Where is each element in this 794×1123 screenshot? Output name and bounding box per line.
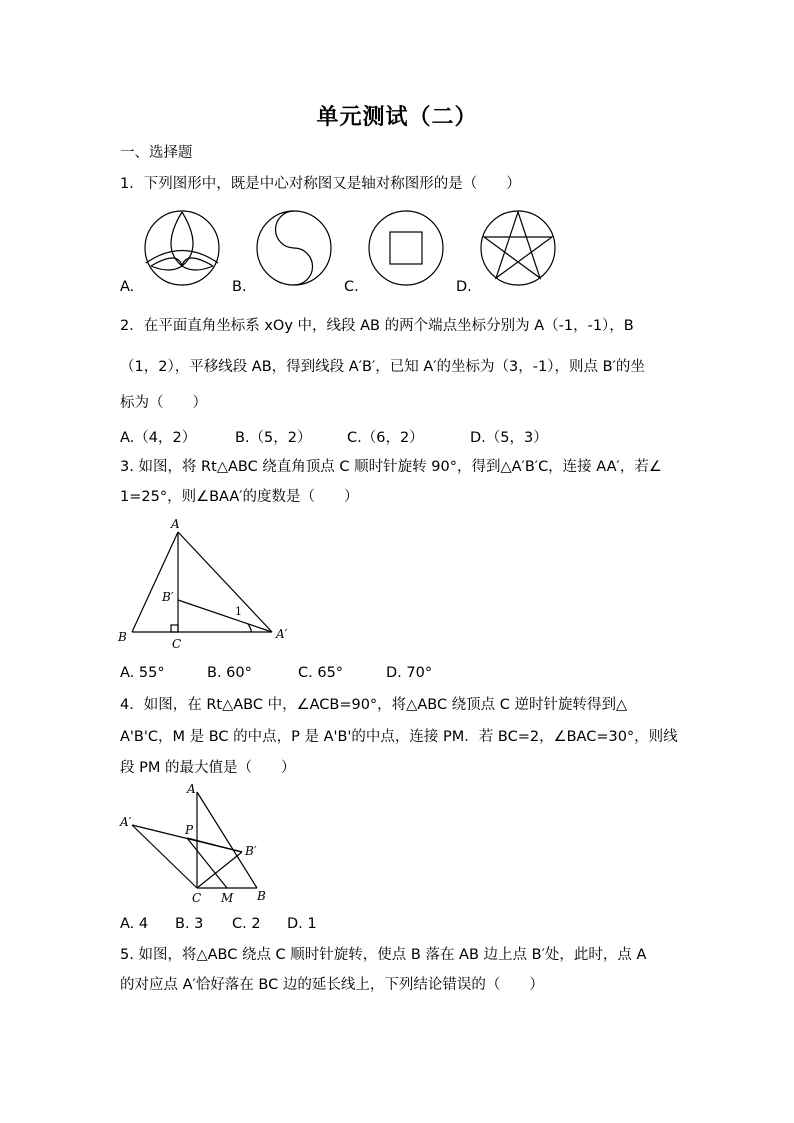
- q1-figure-b: [257, 211, 331, 285]
- q4-option-c: C. 2: [232, 916, 261, 932]
- q1-figure-c: [369, 211, 443, 285]
- q4-line-3: 段 PM 的最大值是（ ）: [120, 760, 296, 776]
- section-heading: 一、选择题: [120, 145, 193, 161]
- q4-label-b: B: [257, 889, 266, 903]
- q3-label-b: B: [118, 630, 127, 644]
- q4-line-2: A'B'C，M 是 BC 的中点，P 是 A'B'的中点，连接 PM．若 BC=2，∠BAC=30°，则线: [120, 729, 678, 745]
- q1-figures: [140, 208, 560, 288]
- q2-line-2: （1，2），平移线段 AB，得到线段 A′B′，已知 A′的坐标为（3，-1），则点 B′的坐: [120, 359, 645, 375]
- q2-option-a: A.（4，2）: [120, 430, 197, 446]
- q3-line-1: 3. 如图，将 Rt△ABC 绕直角顶点 C 顺时针旋转 90°，得到△A′B′C，连接 AA′，若∠: [120, 459, 662, 475]
- q1-option-a: A.: [120, 279, 135, 295]
- q4-label-b-prime: B′: [245, 844, 257, 858]
- q2-option-d: D.（5，3）: [470, 430, 548, 446]
- q3-label-a: A: [171, 517, 180, 531]
- q2-line-3: 标为（ ）: [120, 395, 207, 411]
- q3-label-c: C: [172, 637, 182, 651]
- q3-figure: [110, 512, 310, 652]
- q5-line-2: 的对应点 A′恰好落在 BC 边的延长线上，下列结论错误的（ ）: [120, 977, 544, 993]
- q3-option-d: D. 70°: [386, 665, 433, 681]
- q4-option-d: D. 1: [287, 916, 317, 932]
- q3-line-2: 1=25°，则∠BAA′的度数是（ ）: [120, 489, 359, 505]
- q4-option-b: B. 3: [175, 916, 204, 932]
- q4-label-c: C: [192, 891, 202, 905]
- q3-label-b-prime: B′: [162, 590, 174, 604]
- q4-option-a: A. 4: [120, 916, 149, 932]
- q1-option-b: B.: [232, 279, 247, 295]
- q2-line-1: 2．在平面直角坐标系 xOy 中，线段 AB 的两个端点坐标分别为 A（-1，-1），B: [120, 318, 634, 334]
- q1-option-c: C.: [344, 279, 359, 295]
- q3-option-a: A. 55°: [120, 665, 165, 681]
- q1-stem: 1．下列图形中，既是中心对称图又是轴对称图形的是（ ）: [120, 176, 521, 192]
- q4-figure: [110, 780, 280, 910]
- q1-option-d: D.: [456, 279, 472, 295]
- q4-label-p: P: [185, 823, 194, 837]
- q4-label-a: A: [187, 782, 196, 796]
- page-title: 单元测试（二）: [316, 105, 478, 130]
- q3-label-a-prime: A′: [276, 627, 288, 641]
- q3-option-b: B. 60°: [207, 665, 252, 681]
- q1-figure-d: [481, 211, 555, 285]
- q1-figure-a: [145, 211, 219, 285]
- q4-label-a-prime: A′: [120, 815, 132, 829]
- q5-line-1: 5. 如图，将△ABC 绕点 C 顺时针旋转，使点 B 落在 AB 边上点 B′处，此时，点 A: [120, 947, 647, 963]
- q4-line-1: 4．如图，在 Rt△ABC 中，∠ACB=90°，将△ABC 绕顶点 C 逆时针旋转得到△: [120, 697, 628, 713]
- q2-option-b: B.（5，2）: [235, 430, 312, 446]
- q3-angle-label: 1: [235, 605, 242, 618]
- q2-option-c: C.（6，2）: [347, 430, 424, 446]
- q4-label-m: M: [221, 891, 234, 905]
- q3-option-c: C. 65°: [298, 665, 344, 681]
